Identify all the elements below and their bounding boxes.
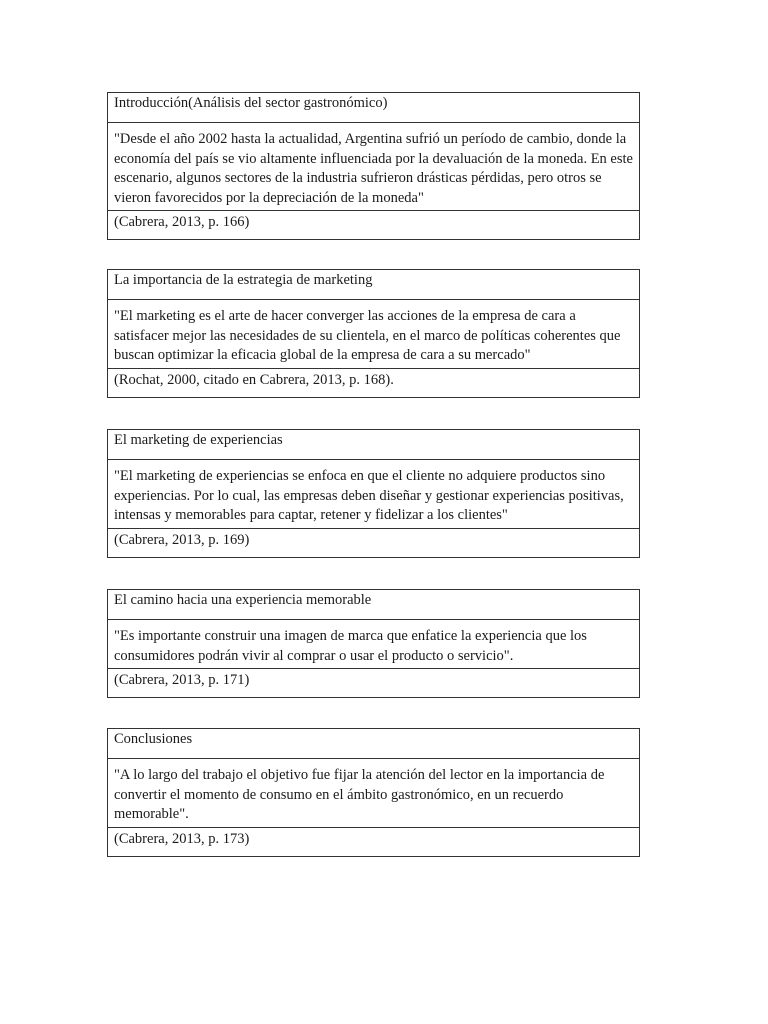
section-quote: "El marketing de experiencias se enfoca en que el cliente no adquiere productos sino experiencias. Por lo cual, las empresas deben diseñar y gestionar experiencias positivas, intensas y memorables para captar, retener y fidelizar a los clientes"	[108, 459, 639, 528]
section-introduccion	[107, 92, 640, 240]
section-marketing-experiencias	[107, 429, 640, 558]
section-citation: (Cabrera, 2013, p. 171)	[108, 668, 639, 697]
section-quote: "Es importante construir una imagen de marca que enfatice la experiencia que los consumidores podrán vivir al comprar o usar el producto o servicio".	[108, 619, 639, 668]
section-quote: "El marketing es el arte de hacer converger las acciones de la empresa de cara a satisfacer mejor las necesidades de su clientela, en el marco de políticas coherentes que buscan optimizar la eficacia global de la empresa de cara a su mercado"	[108, 299, 639, 368]
section-estrategia-marketing	[107, 269, 640, 398]
section-quote: "Desde el año 2002 hasta la actualidad, Argentina sufrió un período de cambio, donde la economía del país se vio altamente influenciada por la devaluación de la moneda. En este escenario, algunos sectores de la industria sufrieron drásticas pérdidas, pero otros se vieron favorecidos por la depreciación de la moneda"	[108, 122, 639, 210]
section-quote: "A lo largo del trabajo el objetivo fue fijar la atención del lector en la importancia de convertir el momento de consumo en el ámbito gastronómico, en un recuerdo memorable".	[108, 758, 639, 827]
section-title: Conclusiones	[114, 731, 193, 747]
section-citation: (Cabrera, 2013, p. 169)	[108, 528, 639, 557]
section-citation: (Cabrera, 2013, p. 166)	[108, 210, 639, 239]
section-conclusiones	[107, 728, 640, 857]
section-title: Introducción(Análisis del sector gastronómico)	[114, 95, 388, 111]
section-citation: (Cabrera, 2013, p. 173)	[108, 827, 639, 856]
section-experiencia-memorable	[107, 589, 640, 698]
section-title: La importancia de la estrategia de marketing	[114, 272, 373, 288]
section-citation: (Rochat, 2000, citado en Cabrera, 2013, p. 168).	[108, 368, 639, 397]
section-title: El marketing de experiencias	[114, 432, 283, 448]
section-title: El camino hacia una experiencia memorable	[114, 592, 372, 608]
